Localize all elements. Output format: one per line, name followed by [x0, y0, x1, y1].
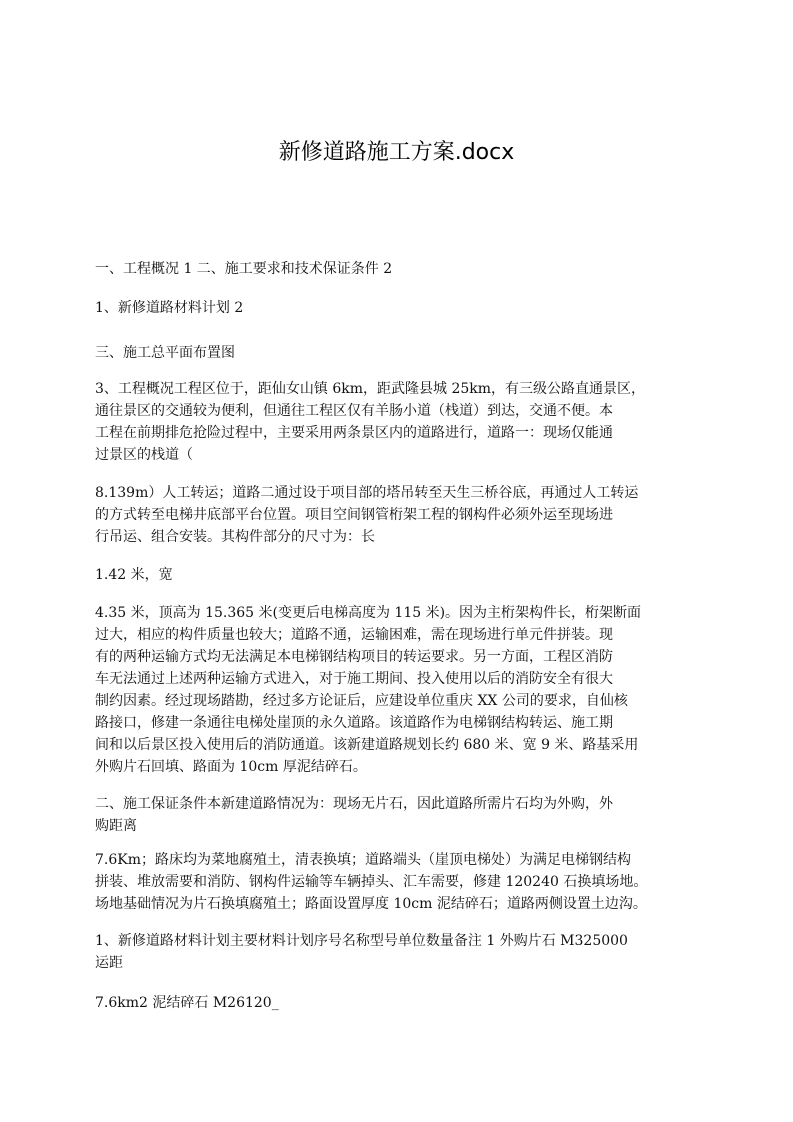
- paragraph-overview: [95, 378, 713, 466]
- text-line: 场地基础情况为片石换填腐殖土；路面设置厚度 10cm 泥结碎石；道路两侧设置土边沟。: [95, 896, 647, 912]
- text-line: 一、工程概况 1 二、施工要求和技术保证条件 2: [95, 261, 393, 277]
- text-line: 8.139m）人工转运；道路二通过设于项目部的塔吊转至天生三桥谷底，再通过人工转运: [95, 485, 639, 501]
- text-line: 工程在前期排危抢险过程中，主要采用两条景区内的道路进行，道路一：现场仅能通: [95, 425, 613, 441]
- text-line: 路接口，修建一条通往电梯处崖顶的永久道路。该道路作为电梯钢结构转运、施工期: [95, 715, 613, 731]
- toc-line-2: [95, 297, 713, 319]
- text-line: 过景区的栈道（: [95, 447, 193, 463]
- text-line: 购距离: [95, 818, 137, 834]
- text-line: 1、新修道路材料计划 2: [95, 300, 244, 316]
- text-line: 行吊运、组合安装。其构件部分的尺寸为：长: [95, 529, 375, 545]
- text-line: 4.35 米，顶高为 15.365 米(变更后电梯高度为 115 米)。因为主桁架构件长，桁架断面: [95, 605, 642, 621]
- text-line: 通往景区的交通较为便利，但通往工程区仅有羊肠小道（栈道）到达，交通不便。本: [95, 403, 613, 419]
- text-line: 3、工程概况工程区位于，距仙女山镇 6km，距武隆县城 25km，有三级公路直通景区，: [95, 381, 646, 397]
- text-line: 1、新修道路材料计划主要材料计划序号名称型号单位数量备注 1 外购片石 M325000: [95, 933, 628, 949]
- text-line: 拼装、堆放需要和消防、钢构件运输等车辆掉头、汇车需要，修建 120240 石换填场地。: [95, 874, 648, 890]
- text-line: 有的两种运输方式均无法满足本电梯钢结构项目的转运要求。另一方面，工程区消防: [95, 649, 613, 665]
- text-line: 过大，相应的构件质量也较大；道路不通，运输困难，需在现场进行单元件拼装。现: [95, 627, 613, 643]
- text-line: 1.42 米，宽: [95, 567, 173, 583]
- text-line: 运距: [95, 955, 123, 971]
- text-line: 的方式转至电梯井底部平台位置。项目空间钢管桁架工程的钢构件必须外运至现场进: [95, 507, 613, 523]
- paragraph-transport: [95, 482, 713, 548]
- text-line: 三、施工总平面布置图: [95, 345, 235, 361]
- paragraph-roadbed: [95, 849, 713, 915]
- text-line: 7.6km2 泥结碎石 M26120_: [95, 995, 279, 1011]
- text-line: 车无法通过上述两种运输方式进入，对于施工期间、投入使用以后的消防安全有很大: [95, 671, 613, 687]
- paragraph-width: [95, 564, 713, 586]
- paragraph-material-item: [95, 992, 713, 1014]
- paragraph-conditions: [95, 793, 713, 837]
- text-line: 二、施工保证条件本新建道路情况为：现场无片石，因此道路所需片石均为外购，外: [95, 796, 613, 812]
- text-line: 制约因素。经过现场踏勘，经过多方论证后，应建设单位重庆 XX 公司的要求，自仙核: [95, 693, 628, 709]
- toc-line-3: [95, 342, 713, 364]
- paragraph-dimensions: [95, 602, 713, 778]
- text-line: 外购片石回填、路面为 10cm 厚泥结碎石。: [95, 759, 367, 775]
- text-line: 间和以后景区投入使用后的消防通道。该新建道路规划长约 680 米、宽 9 米、路基采用: [95, 737, 639, 753]
- toc-line-1: [95, 258, 713, 280]
- paragraph-material-plan: [95, 930, 713, 974]
- text-line: 7.6Km；路床均为菜地腐殖土，清表换填；道路端头（崖顶电梯处）为满足电梯钢结构: [95, 852, 631, 868]
- document-title: 新修道路施工方案.docx: [278, 140, 515, 165]
